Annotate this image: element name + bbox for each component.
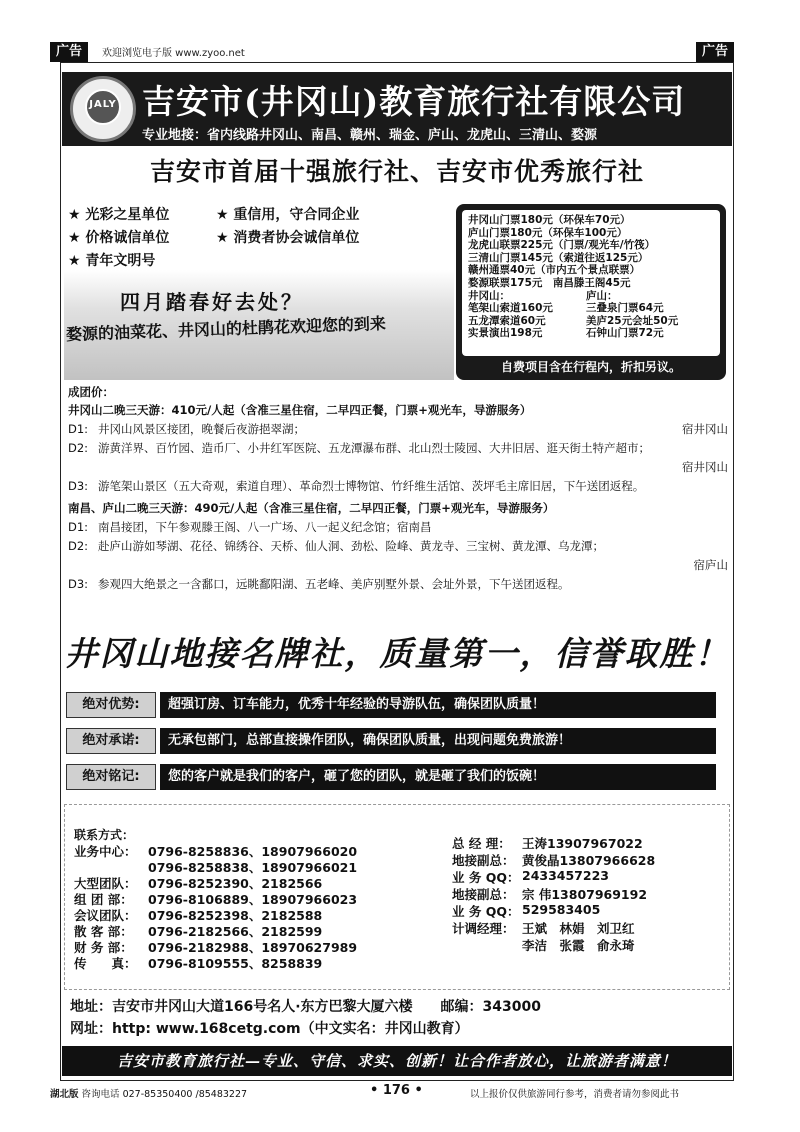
- contact-row: 散 客 部： 0796-2182566、2182599: [74, 924, 323, 939]
- price-line: 井冈山门票180元（环保车70元）: [468, 214, 631, 226]
- price-line: 赣州通票40元（市内五个景点联票）: [468, 264, 641, 277]
- page-number: • 176 •: [370, 1083, 423, 1098]
- tour-day: D1: 井冈山风景区接团，晚餐后夜游挹翠湖； 宿井冈山: [68, 422, 728, 436]
- strip-text: 您的客户就是我们的客户，砸了您的团队，就是砸了我们的饭碗！: [160, 764, 716, 790]
- strip-label: 绝对承诺:: [66, 728, 156, 754]
- contact-staff: [452, 834, 726, 953]
- tour-day: D2: 游黄洋界、百竹园、造币厂、小井红军医院、五龙潭瀑布群、北山烈士陵园、大井旧居、逛天街土特产超市；: [68, 441, 650, 455]
- contact-phones: [74, 826, 414, 970]
- honor-row: ★ 青年文明号: [68, 253, 156, 269]
- strip-label: 绝对优势:: [66, 692, 156, 718]
- disclaimer: 以上报价仅供旅游同行参考，消费者请勿参阅此书: [470, 1089, 680, 1100]
- contact-row: 财 务 部： 0796-2182988、18970627989: [74, 940, 358, 955]
- bottom-contact: [50, 1086, 247, 1100]
- staff-row: 业 务 QQ： 2433457223: [452, 868, 609, 885]
- staff-row: 李洁 张霞 俞永琦: [522, 938, 635, 953]
- tour-day-stay: 宿井冈山: [682, 460, 728, 474]
- top-bar: [50, 42, 734, 62]
- footer-slogan: 吉安市教育旅行社—专业、守信、求实、创新！让合作者放心，让旅游者满意！: [62, 1046, 732, 1076]
- tour-day-stay: 宿庐山: [693, 558, 728, 572]
- tour-day: D1: 南昌接团，下午参观滕王阁、八一广场、八一起义纪念馆；宿南昌: [68, 520, 432, 534]
- price-pair: 实景演出198元 石钟山门票72元: [468, 327, 664, 340]
- honors-list: [68, 204, 448, 273]
- contact-row: 业务中心： 0796-8258836、18907966020: [74, 844, 358, 859]
- price-note: 自费项目含在行程内，折扣另议。: [500, 360, 681, 374]
- spring-subtitle: 婺源的油菜花、井冈山的杜鹃花欢迎您的到来: [65, 313, 387, 344]
- advantage-strip: [66, 692, 716, 718]
- honor-row: ★ 光彩之星单位 ★ 重信用，守合同企业: [68, 207, 360, 223]
- price-line: 婺源联票175元 南昌滕王阁45元: [468, 276, 631, 289]
- contact-row: 0796-8258838、18907966021: [148, 860, 358, 875]
- price-line: 三清山门票145元（索道往返125元）: [468, 251, 649, 264]
- award-slogan: 吉安市首届十强旅行社、吉安市优秀旅行社: [149, 157, 644, 186]
- logo-text: JALY: [89, 99, 117, 110]
- price-pair: 五龙潭索道60元 美庐25元会址50元: [468, 314, 679, 327]
- motto-strip: [66, 764, 716, 790]
- ad-tag-right: 广告: [696, 42, 734, 62]
- staff-row: 总 经 理： 王涛13907967022: [452, 836, 643, 851]
- edition-label: 湖北版: [50, 1089, 79, 1100]
- contact-row: 会议团队： 0796-8252398、2182588: [74, 908, 323, 923]
- contact-row: 传 真： 0796-8109555、8258839: [74, 956, 323, 971]
- strip-text: 超强订房、订车能力，优秀十年经验的导游队伍，确保团队质量！: [160, 692, 716, 718]
- price-line: 庐山门票180元（环保车100元）: [468, 226, 628, 239]
- honor-row: ★ 价格诚信单位 ★ 消费者协会诚信单位: [68, 230, 360, 246]
- tour-day: D3: 游笔架山景区（五大奇观，索道自理）、革命烈士博物馆、竹纤维生活馆、茨坪毛主席旧居，下午送团返程。: [68, 479, 645, 493]
- tour-title: 南昌、庐山二晚三天游：490元/人起（含准三星住宿，二早四正餐，门票+观光车，导游服务）: [68, 501, 555, 515]
- contact-row: 组 团 部： 0796-8106889、18907966023: [74, 892, 358, 907]
- tour-day: D2: 赴庐山游如琴湖、花径、锦绣谷、天桥、仙人洞、劲松、险峰、黄龙寺、三宝树、黄龙潭、乌龙潭；: [68, 539, 604, 553]
- itinerary-heading: 成团价：: [68, 385, 114, 399]
- company-website[interactable]: 网址：http: www.168cetg.com（中文实名：井冈山教育）: [70, 1021, 469, 1037]
- price-pair: 笔架山索道160元 三叠泉门票64元: [468, 302, 664, 315]
- price-pair: 井冈山： 庐山：: [468, 289, 618, 302]
- strip-text: 无承包部门，总部直接操作团队，确保团队质量，出现问题免费旅游！: [160, 728, 716, 754]
- quality-slogan: 井冈山地接名牌社，质量第一，信誉取胜！: [64, 634, 730, 673]
- itinerary: [68, 384, 728, 594]
- ticket-price-list: [462, 210, 720, 356]
- promise-strip: [66, 728, 716, 754]
- price-line: 龙虎山联票225元（门票/观光车/竹筏）: [468, 239, 656, 252]
- consult-phone: 咨询电话 027-85350400 /85483227: [81, 1089, 248, 1100]
- service-routes: 专业地接：省内线路井冈山、南昌、赣州、瑞金、庐山、龙虎山、三清山、婺源: [142, 128, 598, 143]
- staff-row: 业 务 QQ： 529583405: [452, 902, 601, 919]
- strip-label: 绝对铭记:: [66, 764, 156, 790]
- staff-row: 地接副总： 宗 伟13807969192: [452, 887, 648, 902]
- ad-tag-left: 广告: [50, 42, 88, 62]
- company-address: 地址：吉安市井冈山大道166号名人·东方巴黎大厦六楼 邮编：343000: [70, 999, 541, 1015]
- staff-row: 计调经理： 王斌 林娟 刘卫红: [452, 921, 635, 936]
- site-url-text[interactable]: 欢迎浏览电子版 www.zyoo.net: [102, 48, 245, 59]
- contact-row: 大型团队： 0796-8252390、2182566: [74, 876, 323, 891]
- tour-title: 井冈山二晚三天游：410元/人起（含准三星住宿，二早四正餐，门票+观光车，导游服务）: [68, 403, 532, 417]
- company-logo: [70, 76, 136, 142]
- ticket-price-box: [456, 204, 726, 380]
- contact-heading: 联系方式：: [74, 828, 135, 842]
- tour-day: D3: 参观四大绝景之一含鄱口，远眺鄱阳湖、五老峰、美庐别墅外景、会址外景，下午送团返程。: [68, 577, 570, 591]
- staff-row: 地接副总： 黄俊晶13807966628: [452, 853, 656, 868]
- company-name: 吉安市(井冈山)教育旅行社有限公司: [142, 82, 686, 121]
- spring-title: 四月踏春好去处？: [120, 290, 304, 314]
